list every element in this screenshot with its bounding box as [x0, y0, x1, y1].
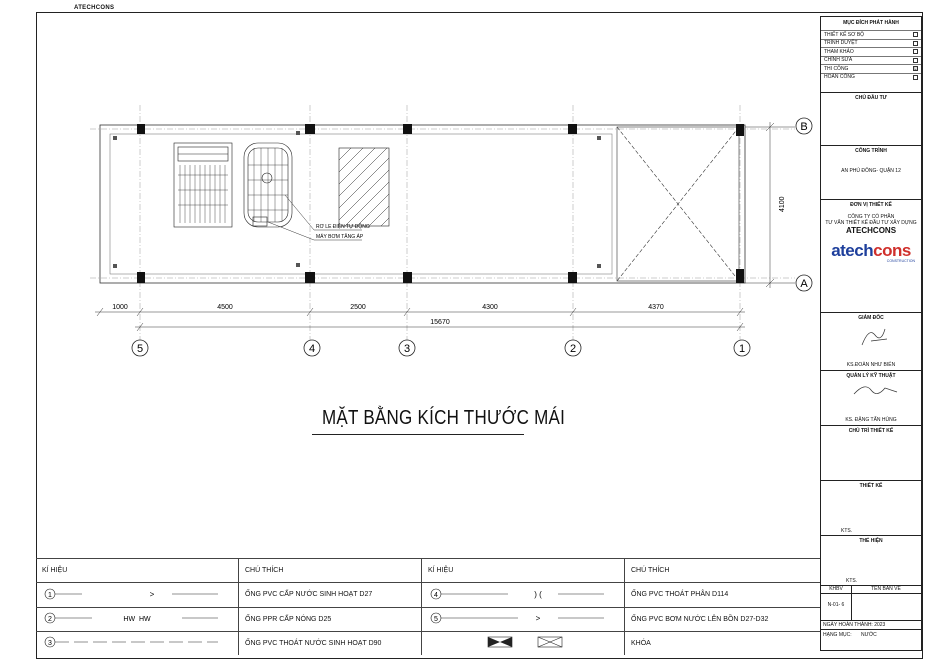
logo-subtitle: CONSTRUCTION — [886, 259, 915, 263]
investor-section — [821, 92, 921, 146]
vertical-dimension-value: 4100 — [779, 196, 786, 212]
legend-note-3: ỐNG PVC THOÁT NƯỚC SINH HOẠT D90 — [239, 631, 422, 655]
legend-header-symbol-2: KÍ HIỆU — [422, 559, 625, 583]
designer-header: ĐƠN VỊ THIẾT KẾ — [850, 202, 892, 208]
purpose-row: HOÀN CÔNG — [821, 74, 921, 82]
solar-water-heater — [174, 143, 232, 227]
draft-prefix: KTS. — [846, 578, 858, 584]
water-tank — [244, 143, 292, 227]
pipe-symbol-5 — [428, 612, 608, 624]
checkbox-icon[interactable] — [913, 41, 918, 46]
axis-5: 5 — [136, 343, 144, 355]
title-block — [820, 16, 922, 651]
purpose-row: TRÌNH DUYỆT — [821, 40, 921, 49]
pipe-symbol-2 — [42, 612, 222, 624]
svg-text:A: A — [800, 278, 808, 290]
legend-header-note-2: CHÚ THÍCH — [625, 559, 821, 583]
svg-text:1: 1 — [48, 591, 52, 599]
legend-symbol-5 — [422, 607, 625, 631]
dim-4370: 4370 — [648, 304, 664, 311]
director-header: GIÁM ĐỐC — [858, 315, 884, 321]
svg-text:B: B — [800, 121, 808, 133]
grid-lines — [90, 105, 795, 340]
svg-text:2: 2 — [48, 616, 52, 624]
svg-text:3: 3 — [48, 640, 52, 648]
small-markers — [113, 131, 601, 268]
axis-4: 4 — [308, 343, 316, 355]
svg-text:5: 5 — [434, 616, 438, 624]
dim-total: 15670 — [430, 319, 450, 326]
pipe-symbol-1 — [42, 588, 222, 600]
legend-symbol-3 — [36, 631, 239, 655]
row-axis-b — [745, 118, 812, 134]
legend-note-1: ỐNG PVC CẤP NƯỚC SINH HOẠT D27 — [239, 583, 422, 607]
svg-text:HW HW: HW HW — [123, 616, 151, 624]
director-name: KS.ĐOÀN NHƯ BIỂN — [846, 362, 896, 368]
legend-header-note: CHÚ THÍCH — [239, 559, 422, 583]
legend-symbol-2 — [36, 607, 239, 631]
lead-section — [821, 425, 921, 481]
dim-4500: 4500 — [217, 304, 233, 311]
sheet-name-label: TÊN BẢN VẼ — [851, 585, 921, 594]
legend-symbol-4 — [422, 583, 625, 607]
dim-4300: 4300 — [482, 304, 498, 311]
checkbox-icon[interactable] — [913, 49, 918, 54]
svg-text:>: > — [535, 614, 541, 624]
roof-opening — [617, 127, 739, 281]
axis-1: 1 — [738, 343, 746, 355]
tech-name: KS. ĐẶNG TẤN HÙNG — [845, 417, 897, 423]
designer-section — [821, 199, 921, 313]
project-header: CÔNG TRÌNH — [855, 148, 887, 154]
category-row — [821, 630, 921, 649]
purpose-header: MỤC ĐÍCH PHÁT HÀNH — [843, 20, 899, 26]
design-section — [821, 480, 921, 536]
sheet-section — [821, 585, 921, 621]
draft-section — [821, 535, 921, 586]
title-underline — [312, 434, 524, 435]
legend-table — [36, 558, 820, 655]
project-name: AN PHÚ ĐÔNG- QUẬN 12 — [841, 168, 901, 174]
checkbox-icon[interactable] — [913, 58, 918, 63]
svg-text:4: 4 — [434, 591, 438, 599]
tech-section — [821, 370, 921, 426]
svg-text:>: > — [149, 589, 155, 599]
checkbox-icon[interactable]: ☑ — [914, 66, 918, 72]
checkbox-icon[interactable] — [913, 75, 918, 80]
legend-note-2: ỐNG PPR CẤP NÓNG D25 — [239, 607, 422, 631]
pipe-symbol-4 — [428, 588, 608, 600]
purpose-row: THIẾT KẾ SƠ BỘ — [821, 31, 921, 40]
code-label: KHBV — [821, 585, 851, 594]
dim-2500: 2500 — [350, 304, 366, 311]
company-logo: atechcons — [831, 241, 911, 260]
purpose-row: CHỈNH SỬA — [821, 57, 921, 66]
roof-outline — [100, 125, 745, 283]
completion-date: NGÀY HOÀN THÀNH: 2023 — [821, 620, 921, 630]
company-line2: TƯ VẤN THIẾT KẾ ĐẦU TƯ XÂY DỰNG — [825, 220, 917, 226]
legend-note-4: ỐNG PVC THOÁT PHÂN D114 — [625, 583, 821, 607]
legend-note-5: ỐNG PVC BƠM NƯỚC LÊN BỒN D27-D32 — [625, 607, 821, 631]
column-axes — [132, 340, 750, 356]
annotation-pump: MÁY BƠM TĂNG ÁP — [316, 234, 364, 240]
project-section — [821, 145, 921, 200]
purpose-row: THI CÔNG ☑ — [821, 65, 921, 74]
drawing-title: MẶT BẰNG KÍCH THƯỚC MÁI — [322, 407, 566, 429]
axis-2: 2 — [569, 343, 577, 355]
investor-header: CHỦ ĐẦU TƯ — [855, 95, 887, 101]
lead-header: CHỦ TRÌ THIẾT KẾ — [848, 428, 894, 434]
header-brand: ATECHCONS — [74, 5, 115, 11]
vertical-dimension — [766, 122, 774, 288]
dim-1000: 1000 — [112, 304, 128, 311]
design-prefix: KTS. — [841, 528, 853, 534]
legend-symbol-1 — [36, 583, 239, 607]
row-axis-a — [745, 275, 812, 291]
hatched-skylight — [339, 148, 389, 226]
purpose-row: THAM KHẢO — [821, 48, 921, 57]
company-name: ATECHCONS — [845, 226, 897, 235]
dimension-lines — [95, 308, 745, 331]
category-value: NƯỚC — [861, 632, 877, 638]
purpose-section — [821, 17, 921, 93]
legend-symbol-valve — [422, 631, 625, 655]
company-line1: CÔNG TY CỔ PHẦN — [847, 214, 895, 220]
axis-3: 3 — [403, 343, 411, 355]
sheet-code: N-01- 6 — [827, 602, 845, 608]
pipe-symbol-3 — [42, 636, 222, 648]
valve-icon — [428, 636, 608, 648]
legend-note-valve: KHÓA — [625, 631, 821, 655]
category-label: HẠNG MỤC: — [823, 632, 852, 638]
draft-header: THỂ HIỆN — [859, 538, 883, 544]
checkbox-icon[interactable] — [913, 32, 918, 37]
annotation-relay: RƠ LE ĐIỆN TỰ ĐỘNG — [316, 224, 370, 230]
parapet-inner — [110, 134, 612, 274]
signature-director — [857, 323, 897, 349]
legend-header-symbol: KÍ HIỆU — [36, 559, 239, 583]
tech-header: QUẢN LÝ KỸ THUẬT — [846, 373, 896, 379]
svg-text:) (: ) ( — [534, 589, 542, 599]
design-header: THIẾT KẾ — [859, 483, 883, 489]
director-section — [821, 312, 921, 371]
signature-tech — [851, 380, 901, 402]
